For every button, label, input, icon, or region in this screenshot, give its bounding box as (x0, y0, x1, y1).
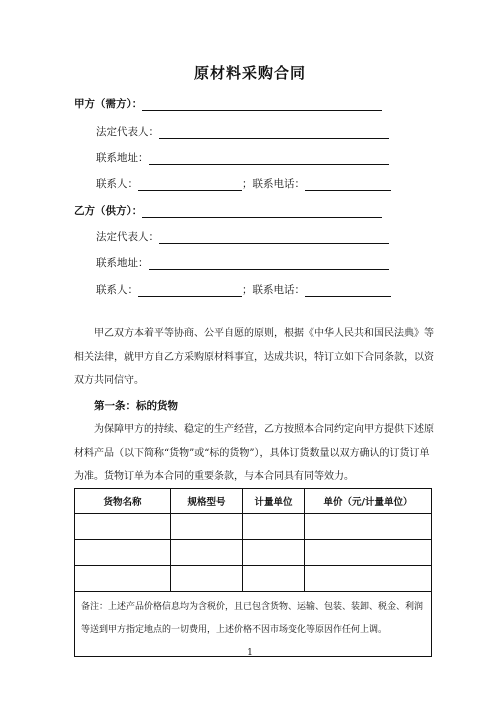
party-b-blank[interactable] (142, 206, 382, 218)
page-title: 原材料采购合同 (193, 64, 306, 82)
table-cell[interactable] (75, 566, 171, 592)
page-number: 1 (247, 648, 253, 658)
table-note: 备注：上述产品价格信息均为含税价，且已包含货物、运输、包装、装卸、税金、利润等送到甲方指定地点的一切费用，上述价格不因市场变化等原因作任何上调。 (75, 592, 432, 657)
table-cell[interactable] (305, 514, 432, 540)
table-cell[interactable] (171, 514, 243, 540)
party-a-address-line (96, 150, 389, 165)
header-goods-name: 货物名称 (75, 489, 171, 514)
party-b-rep-label: 法定代表人： (96, 231, 159, 243)
table-cell[interactable] (243, 540, 305, 566)
party-b-contact-blank[interactable] (138, 285, 242, 297)
party-b-contact-label: 联系人： (96, 284, 138, 296)
party-a-rep-line (96, 124, 389, 139)
table-note-row (75, 592, 432, 657)
table-row (75, 514, 432, 540)
table-cell[interactable] (75, 514, 171, 540)
party-b-rep-blank[interactable] (159, 232, 389, 244)
party-a-contact-label: 联系人： (96, 178, 138, 190)
party-a-rep-label: 法定代表人： (96, 126, 159, 138)
party-a-rep-blank[interactable] (159, 127, 389, 139)
party-a-phone-blank[interactable] (305, 179, 391, 191)
party-a-label: 甲方（需方）： (74, 98, 143, 110)
article1-heading: 第一条：标的货物 (94, 400, 178, 412)
party-b-address-label: 联系地址： (96, 257, 149, 269)
table-cell[interactable] (305, 540, 432, 566)
table-cell[interactable] (171, 540, 243, 566)
intro-paragraph (74, 322, 434, 393)
party-b-contact-line (96, 282, 391, 297)
table-header-row (75, 489, 432, 514)
party-a-contact-line (96, 176, 391, 191)
party-a-contact-blank[interactable] (138, 179, 242, 191)
party-b-address-blank[interactable] (149, 258, 389, 270)
party-a-address-blank[interactable] (149, 153, 389, 165)
header-unit: 计量单位 (243, 489, 305, 514)
article1-paragraph (74, 418, 434, 489)
intro-text: 甲乙双方本着平等协商、公平自愿的原则，根据《中华人民共和国民法典》等相关法律，就甲方自乙方采购原材料事宜，达成共识，特订立如下合同条款，以资双方共同信守。 (74, 328, 434, 386)
article1-text: 为保障甲方的持续、稳定的生产经营，乙方按照本合同约定向甲方提供下述原材料产品（以下简称“货物”或“标的货物”），具体订货数量以双方确认的订货订单为准。货物订单为本合同的重要条款，与本合同具有同等效力。 (74, 424, 434, 482)
party-b-label: 乙方（供方）： (74, 205, 143, 217)
header-unit-price: 单价（元/计量单位） (305, 489, 432, 514)
table-cell[interactable] (243, 566, 305, 592)
header-spec: 规格型号 (171, 489, 243, 514)
party-b-phone-blank[interactable] (305, 285, 391, 297)
table-cell[interactable] (75, 540, 171, 566)
party-b-rep-line (96, 229, 389, 244)
goods-table (74, 488, 432, 657)
party-b-line (74, 203, 382, 218)
table-row (75, 566, 432, 592)
table-cell[interactable] (305, 566, 432, 592)
party-b-phone-label: ；联系电话： (242, 284, 305, 296)
party-a-phone-label: ；联系电话： (242, 178, 305, 190)
table-row (75, 540, 432, 566)
table-cell[interactable] (243, 514, 305, 540)
party-b-address-line (96, 255, 389, 270)
party-a-blank[interactable] (142, 99, 382, 111)
table-cell[interactable] (171, 566, 243, 592)
party-a-line (74, 96, 382, 111)
party-a-address-label: 联系地址： (96, 152, 149, 164)
